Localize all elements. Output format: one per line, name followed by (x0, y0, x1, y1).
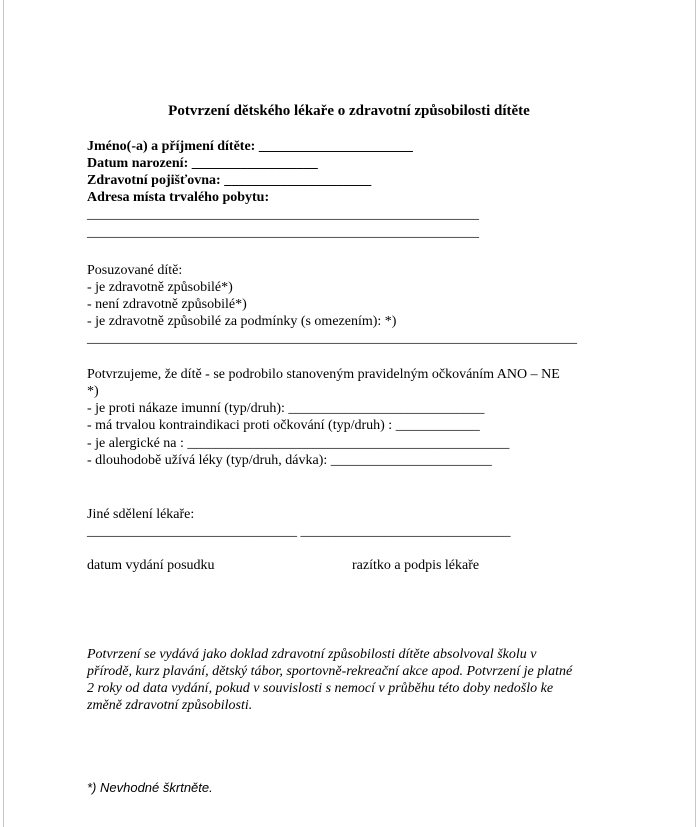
address-label: Adresa místa trvalého pobytu: (87, 190, 270, 205)
assessment-option-conditional: - je zdravotně způsobilé za podmínky (s omezením): *) (87, 314, 397, 329)
immune-field: - je proti nákaze imunní (typ/druh): ____________________________ (87, 401, 485, 416)
medication-field: - dlouhodobě užívá léky (typ/druh, dávka): _______________________ (87, 453, 492, 468)
address-line-2: ________________________________________________________ (87, 225, 479, 240)
assessment-heading: Posuzované dítě: (87, 263, 183, 278)
signature-lines: ______________________________ ______________________________ (87, 524, 511, 539)
child-name-field: Jméno(-a) a příjmení dítěte: ______________________ (87, 139, 413, 154)
assessment-line: ______________________________________________________________________ (87, 331, 577, 346)
vaccination-statement-cont: *) (87, 384, 99, 399)
note-line-3: 2 roky od data vydání, pokud v souvislosti s nemocí v průběhu této doby nedošlo ke (87, 681, 554, 696)
note-line-2: přírodě, kurz plavání, dětský tábor, sportovně-rekreační akce apod. Potvrzení je platné (87, 664, 573, 679)
vaccination-statement: Potvrzujeme, že dítě - se podrobilo stanoveným pravidelným očkováním ANO – NE (87, 367, 560, 382)
stamp-signature-label: razítko a podpis lékaře (352, 558, 480, 573)
document-title: Potvrzení dětského lékaře o zdravotní způsobilosti dítěte (168, 103, 530, 119)
allergy-field: - je alergické na : ______________________________________________ (87, 436, 510, 451)
assessment-option-unfit: - není zdravotně způsobilé*) (87, 297, 247, 312)
insurance-field: Zdravotní pojišťovna: _____________________ (87, 173, 372, 188)
contraindication-field: - má trvalou kontraindikaci proti očkování (typ/druh) : ____________ (87, 418, 480, 433)
other-notes-label: Jiné sdělení lékaře: (87, 507, 195, 522)
issue-date-label: datum vydání posudku (87, 558, 215, 573)
note-line-1: Potvrzení se vydává jako doklad zdravotní způsobilosti dítěte absolvoval školu v (87, 647, 537, 662)
birth-date-field: Datum narození: __________________ (87, 156, 318, 171)
note-line-4: změně zdravotní způsobilosti. (87, 698, 253, 713)
footnote: *) Nevhodné škrtněte. (87, 780, 213, 795)
assessment-option-fit: - je zdravotně způsobilé*) (87, 280, 233, 295)
address-line-1: ________________________________________________________ (87, 207, 479, 222)
